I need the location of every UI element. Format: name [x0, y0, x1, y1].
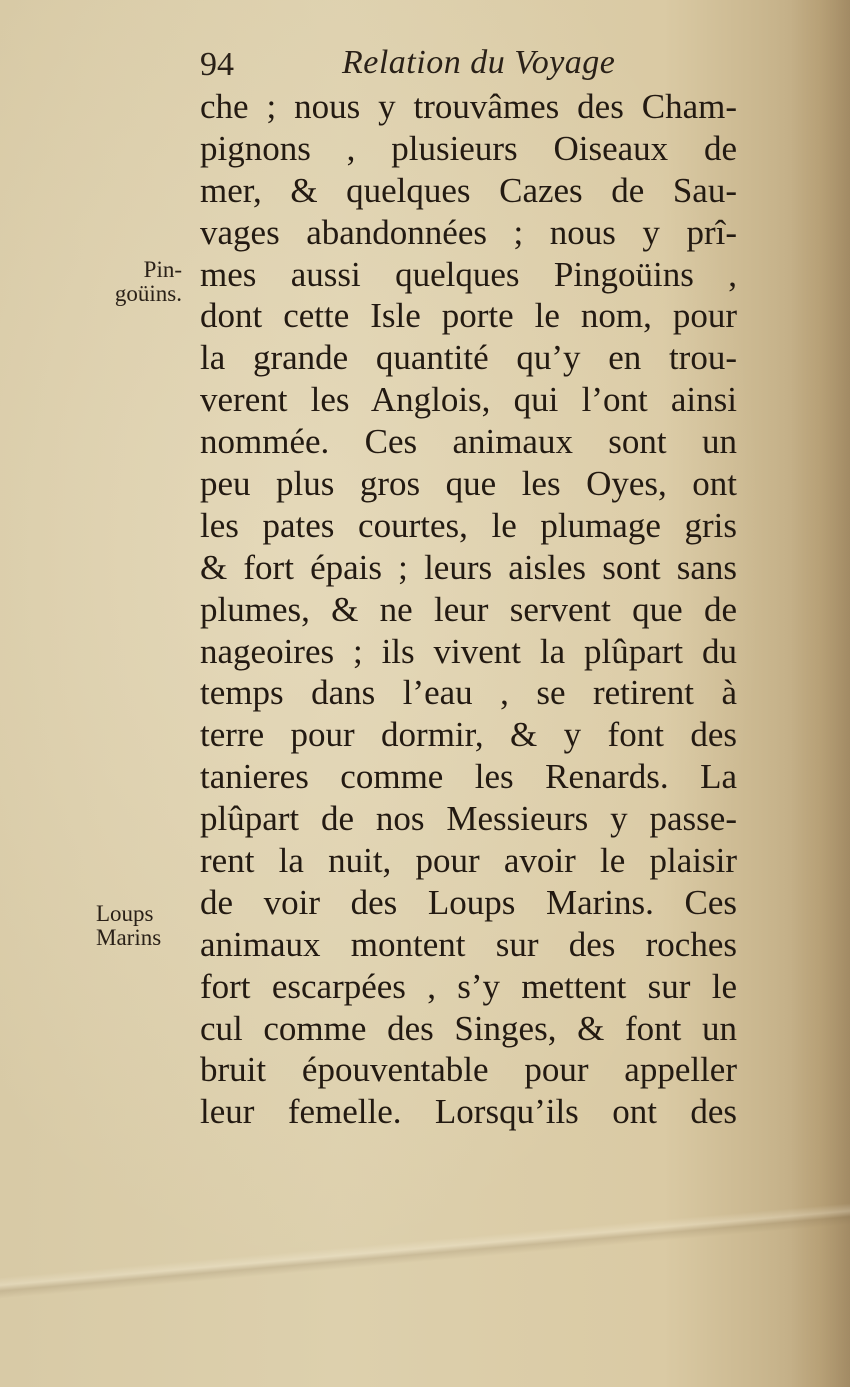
- text-line: pignons , plusieurs Oiseaux de: [200, 128, 737, 168]
- text-line: plumes, & ne leur servent que de: [200, 589, 737, 629]
- page-number: 94: [200, 46, 234, 83]
- margin-note-line: Marins: [96, 925, 162, 950]
- page-edge-shadow: [790, 0, 850, 1387]
- text-line: peu plus gros que les Oyes, ont: [200, 464, 737, 504]
- margin-note-pingouins: [100, 258, 182, 306]
- text-line: tanieres comme les Renards. La: [200, 757, 737, 797]
- text-line: verent les Anglois, qui l’ont ainsi: [200, 380, 737, 420]
- margin-note-line: Loups: [96, 901, 154, 926]
- text-line: fort escarpées , s’y mettent sur le: [200, 966, 737, 1006]
- text-line: mes aussi quelques Pingoüins ,: [200, 254, 737, 294]
- text-line: de voir des Loups Marins. Ces: [200, 882, 737, 922]
- running-head-title: Relation du Voyage: [342, 44, 616, 81]
- text-line: les pates courtes, le plumage gris: [200, 505, 737, 545]
- body-text: [200, 86, 737, 1133]
- text-line: leur femelle. Lorsqu’ils ont des: [200, 1092, 737, 1132]
- text-line: plûpart de nos Messieurs y passe-: [200, 799, 737, 839]
- text-line: mer, & quelques Cazes de Sau-: [200, 170, 737, 210]
- text-line: temps dans l’eau , se retirent à: [200, 673, 737, 713]
- text-line: cul comme des Singes, & font un: [200, 1008, 737, 1048]
- text-line: terre pour dormir, & y font des: [200, 715, 737, 755]
- text-line: vages abandonnées ; nous y prî-: [200, 212, 737, 252]
- text-line: che ; nous y trouvâmes des Cham-: [200, 87, 737, 126]
- running-head: [200, 40, 740, 90]
- text-line: & fort épais ; leurs aisles sont sans: [200, 547, 737, 587]
- margin-note-loups-marins: [96, 902, 186, 950]
- paper-crease: [0, 1190, 850, 1310]
- text-line: nommée. Ces animaux sont un: [200, 422, 737, 462]
- text-line: dont cette Isle porte le nom, pour: [200, 296, 737, 336]
- text-line: animaux montent sur des roches: [200, 924, 737, 964]
- text-line: rent la nuit, pour avoir le plaisir: [200, 841, 737, 881]
- text-line: bruit épouventable pour appeller: [200, 1050, 737, 1090]
- margin-note-line: goüins.: [114, 281, 182, 306]
- margin-note-line: Pin-: [143, 257, 182, 282]
- text-line: nageoires ; ils vivent la plûpart du: [200, 631, 737, 671]
- text-line: la grande quantité qu’y en trou-: [200, 338, 737, 378]
